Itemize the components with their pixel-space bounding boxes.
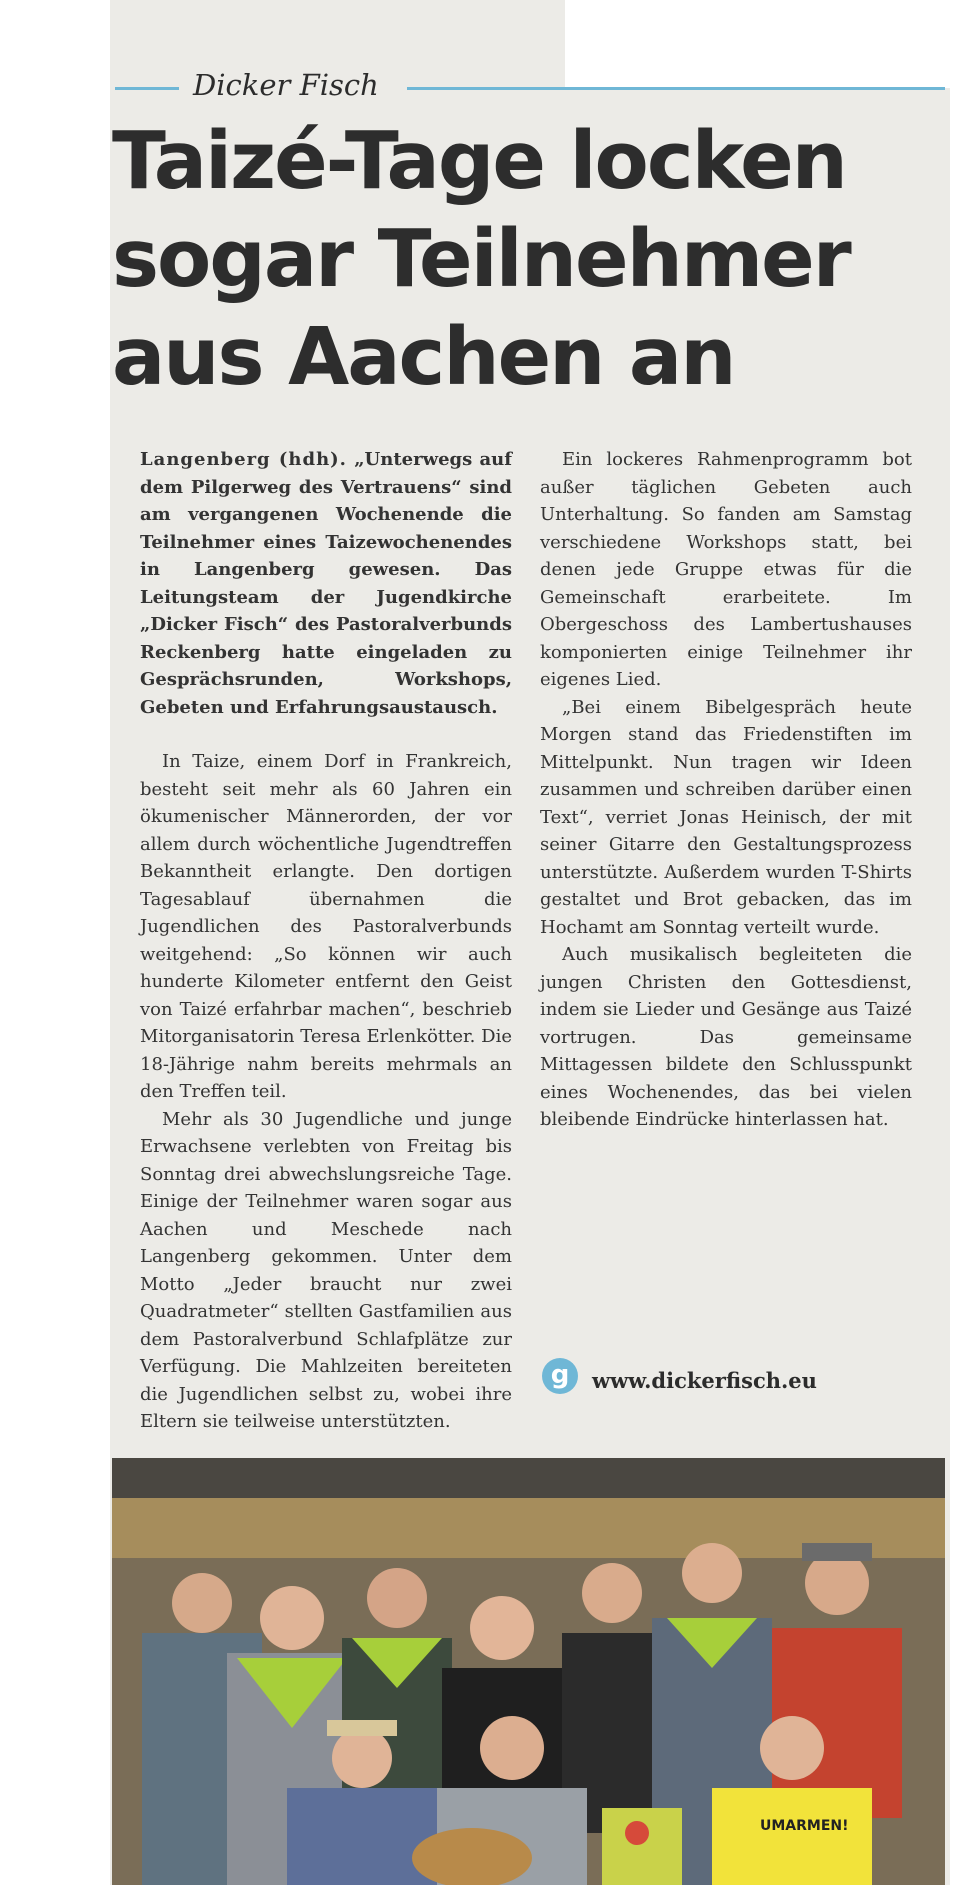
headline-line-3: aus Aachen an [112,311,735,403]
web-g-icon: g [542,1358,578,1394]
article-paragraph: Mehr als 30 Jugendliche und junge Erwachsene verlebten von Freitag bis Sonntag drei abwechslungsreiche Tage. Einige der Teilnehmer waren sogar aus Aachen und Meschede nach Langenberg gekommen. Unter dem Motto „Jeder braucht nur zwei Quadratmeter“ stellten Gastfamilien aus dem Pastoralverbund Schlafplätze zur Verfügung. Die Mahlzeiten bereiteten die Jugendlichen selbst zu, wobei ihre Eltern sie teilweise unterstützten. [140,1108,512,1432]
article-paragraph: „Bei einem Bibelgespräch heute Morgen stand das Friedenstiften im Mittelpunkt. Nun tragen wir Ideen zusammen und schreiben darüber einen Text“, verriet Jonas Heinisch, der mit seiner Gitarre den Gestaltungsprozess unterstützte. Außerdem wurden T-Shirts gestaltet und Brot gebacken, das im Hochamt am Sonntag verteilt wurde. [540,696,912,938]
article-column-left [140,446,512,1436]
rubric-label: Dicker Fisch [193,68,379,102]
person-shape [602,1808,682,1885]
article-column-right [540,446,912,1134]
headline-line-2: sogar Teilnehmer [112,213,850,305]
headline-line-1: Taizé-Tage locken [112,115,846,207]
article-paragraph: In Taize, einem Dorf in Frankreich, besteht seit mehr als 60 Jahren ein ökumenischer Männerorden, der vor allem durch wöchentliche Jugendtreffen Bekanntheit erlangte. Den dortigen Tagesablauf übernahmen die Jugendlichen des Pastoralverbunds weitgehend: „So können wir auch hunderte Kilometer entfernt den Geist von Taizé erfahrbar machen“, beschrieb Mitorganisatorin Teresa Erlenkötter. Die 18-Jährige nahm bereits mehrmals an den Treffen teil. [140,751,512,1102]
web-link[interactable]: www.dickerfisch.eu [592,1368,817,1393]
rubric-rule-left [115,87,179,90]
article-lead [140,446,512,721]
web-reference [542,1358,922,1400]
shirt-print: UMARMEN! [760,1818,849,1834]
group-photo [112,1458,945,1885]
rubric-rule-right [407,87,945,90]
article-headline [112,112,942,406]
article-paragraph: Auch musikalisch begleiteten die jungen Christen den Gottesdienst, indem sie Lieder und Gesänge aus Taizé vortrugen. Das gemeinsame Mittagessen bildete den Schlusspunkt eines Wochenendes, das bei vielen bleibende Eindrücke hinterlassen hat. [540,944,912,1130]
paper-edge-right [950,0,965,1885]
article-dateline: Langenberg (hdh). [140,449,347,470]
article-paragraph: Ein lockeres Rahmenprogramm bot außer täglichen Gebeten auch Unterhaltung. So fanden am Samstag verschiedene Workshops statt, bei denen jede Gruppe etwas für die Gemeinschaft erarbeitete. Im Obergeschoss des Lambertushauses komponierten einige Teilnehmer ihr eigenes Lied. [540,449,912,690]
section-rubric [115,68,945,104]
lead-text: „Unterwegs auf dem Pilgerweg des Vertrauens“ sind am vergangenen Wochenende die Teilnehmer eines Taizewochenendes in Langenberg gewesen. Das Leitungsteam der Jugendkirche „Dicker Fisch“ des Pastoralverbunds Reckenberg hatte eingeladen zu Gesprächsrunden, Workshops, Gebeten und Erfahrungsaustausch. [140,449,512,718]
group-photo-illustration [112,1458,945,1885]
